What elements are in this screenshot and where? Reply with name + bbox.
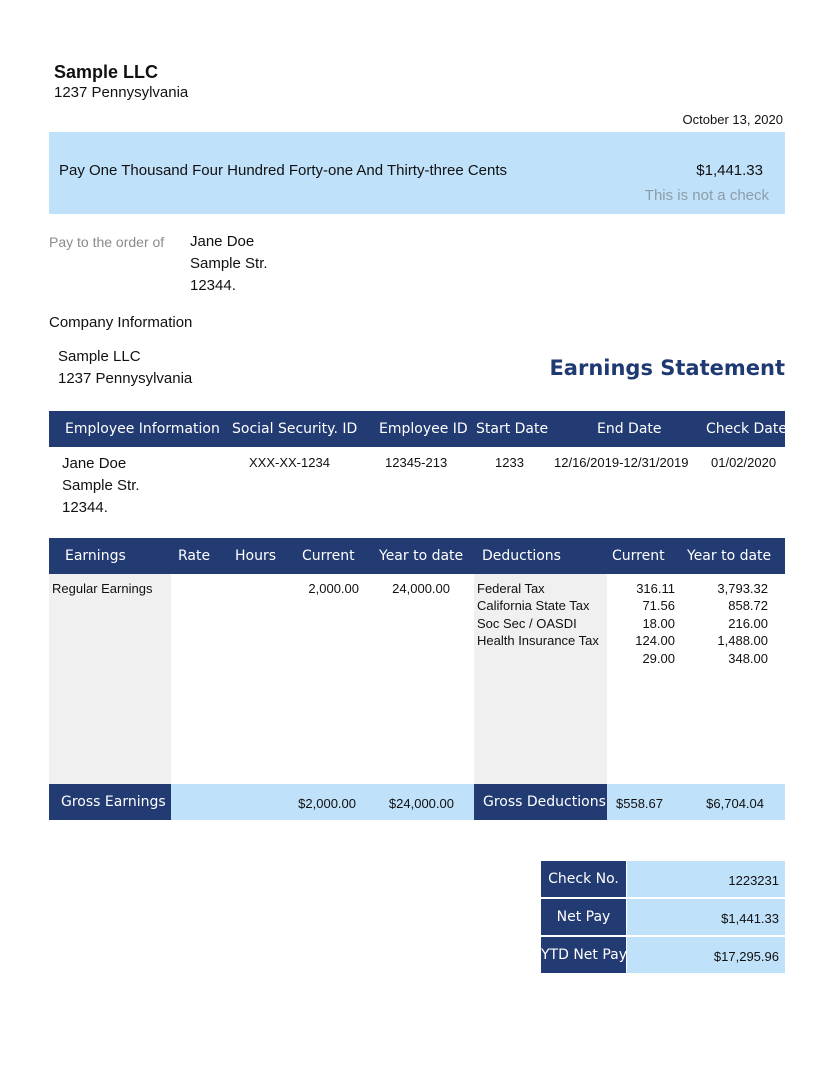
check-number-cell <box>627 861 785 897</box>
employee-id: 12345-213 <box>385 455 448 470</box>
header-end-date: End Date <box>597 421 662 437</box>
company-address: 1237 Pennysylvania <box>54 84 189 101</box>
net-pay-cell <box>627 899 785 935</box>
deduction-current: 71.56 <box>642 598 675 614</box>
earnings-row-ytd: 24,000.00 <box>392 581 450 596</box>
check-number-value: 1223231 <box>728 873 779 888</box>
deduction-labels <box>477 580 599 650</box>
gross-deductions-ytd: $6,704.04 <box>706 796 764 811</box>
gross-earnings-ytd: $24,000.00 <box>388 796 454 811</box>
employee-name: Jane Doe <box>62 455 127 472</box>
earnings-row-current: 2,000.00 <box>308 581 359 596</box>
header-employee-information: Employee Information <box>65 421 220 437</box>
company-name: Sample LLC <box>54 62 159 82</box>
gross-deductions-cell <box>474 784 607 820</box>
earnings-label-column <box>49 574 171 784</box>
gross-deductions-current: $558.67 <box>616 796 663 811</box>
company-info-name: Sample LLC <box>58 348 141 365</box>
net-pay-value: $1,441.33 <box>721 911 779 926</box>
company-info-label: Company Information <box>49 314 193 331</box>
header-start-date: Start Date <box>476 421 549 437</box>
gross-deductions-label: Gross Deductions <box>483 794 606 810</box>
gross-earnings-current: $2,000.00 <box>298 796 356 811</box>
deduction-label: California State Tax <box>477 598 590 614</box>
header-current: Current <box>302 548 355 564</box>
deduction-current: 124.00 <box>635 633 675 649</box>
deduction-current: 29.00 <box>642 650 675 666</box>
earnings-table-header <box>49 538 785 574</box>
earnings-row-label: Regular Earnings <box>52 581 153 596</box>
check-number-label: Check No. <box>541 861 626 897</box>
deduction-ytd: 858.72 <box>728 598 768 614</box>
gross-earnings-label: Gross Earnings <box>61 794 166 810</box>
header-year-to-date: Year to date <box>379 548 464 564</box>
deduction-ytd-values <box>717 580 768 667</box>
pay-band <box>49 132 785 214</box>
header-earnings: Earnings <box>65 548 126 564</box>
statement-date: October 13, 2020 <box>682 112 783 127</box>
header-hours: Hours <box>235 548 277 564</box>
net-pay-label: Net Pay <box>541 899 626 935</box>
deduction-ytd: 1,488.00 <box>717 633 768 649</box>
employee-ssn: XXX-XX-1234 <box>249 455 330 470</box>
not-a-check-note: This is not a check <box>644 187 769 204</box>
pay-amount: $1,441.33 <box>696 162 763 179</box>
deduction-ytd: 3,793.32 <box>717 581 768 596</box>
payee-zip: 12344. <box>190 277 236 294</box>
deduction-label: Soc Sec / OASDI <box>477 615 577 631</box>
deduction-ytd: 216.00 <box>728 615 768 631</box>
company-info-address: 1237 Pennysylvania <box>58 370 193 387</box>
employee-check-date: 01/02/2020 <box>711 455 777 470</box>
deduction-label: Federal Tax <box>477 581 545 596</box>
header-deductions: Deductions <box>482 548 561 564</box>
deduction-label: Health Insurance Tax <box>477 633 599 649</box>
pay-amount-words: Pay One Thousand Four Hundred Forty-one And Thirty-three Cents <box>59 162 508 179</box>
payee-street: Sample Str. <box>190 255 268 272</box>
ytd-net-pay-label: YTD Net Pay <box>541 937 626 973</box>
deduction-current: 18.00 <box>642 615 675 631</box>
header-rate: Rate <box>178 548 211 564</box>
employee-start-date: 1233 <box>495 455 524 470</box>
deduction-ytd: 348.00 <box>728 650 768 666</box>
ytd-net-pay-value: $17,295.96 <box>713 949 779 964</box>
payee-name: Jane Doe <box>190 233 255 250</box>
employee-zip: 12344. <box>62 499 108 516</box>
deduction-current-values <box>635 580 675 667</box>
pay-to-order-label: Pay to the order of <box>49 234 165 250</box>
header-deductions-year-to-date: Year to date <box>687 548 772 564</box>
company-info-block <box>58 346 192 390</box>
deduction-current: 316.11 <box>636 581 675 596</box>
payee-block <box>190 231 268 297</box>
gross-earnings-cell <box>49 784 171 820</box>
employee-street: Sample Str. <box>62 477 140 494</box>
header-employee-id: Employee ID <box>379 421 468 437</box>
employee-end-date: 12/16/2019-12/31/2019 <box>554 455 689 470</box>
employee-table-header <box>49 411 785 447</box>
header-deductions-current: Current <box>612 548 665 564</box>
earnings-statement-title: Earnings Statement <box>549 356 785 380</box>
header-social-security-id: Social Security. ID <box>232 421 358 437</box>
employee-info <box>62 453 140 519</box>
header-check-date: Check Date <box>706 421 787 437</box>
ytd-net-pay-cell <box>627 937 785 973</box>
